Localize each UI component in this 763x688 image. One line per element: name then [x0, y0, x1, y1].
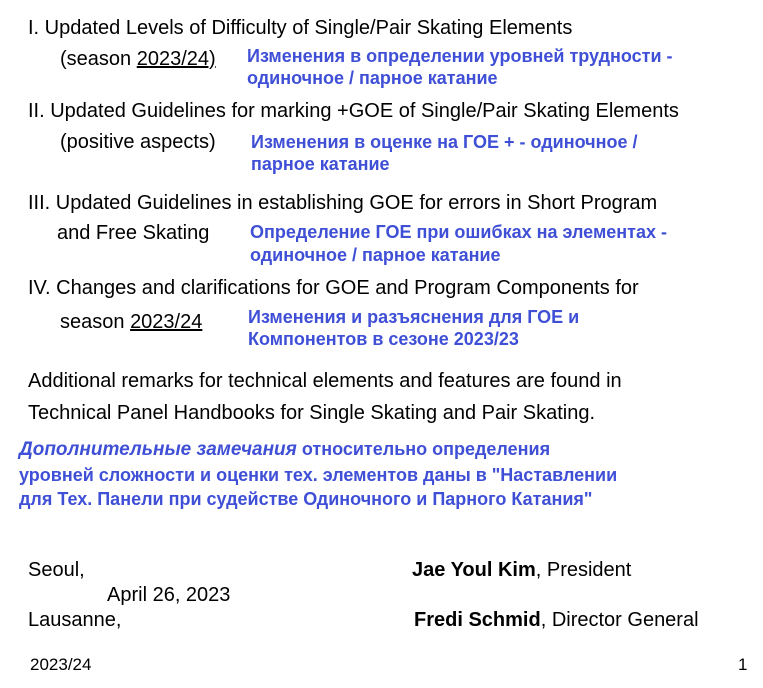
- item-3-ru-line2: одиночное / парное катание: [250, 245, 501, 265]
- item-3-title: III. Updated Guidelines in establishing GOE for errors in Short Program: [28, 192, 658, 214]
- president-role: , President: [535, 559, 632, 581]
- ru-remarks-line1: [19, 439, 550, 460]
- item-1-season-year: 2023/24): [136, 48, 216, 70]
- city-lausanne: Lausanne,: [28, 609, 122, 631]
- item-1-ru-line1: Изменения в определении уровней трудности -: [247, 46, 673, 66]
- item-1-title: I. Updated Levels of Difficulty of Single/Pair Skating Elements: [28, 17, 573, 39]
- item-1-season-prefix: (season: [60, 48, 137, 70]
- item-1-ru-line2: одиночное / парное катание: [247, 68, 498, 88]
- item-4-title: IV. Changes and clarifications for GOE and Program Components for: [28, 277, 639, 299]
- footer-season: 2023/24: [30, 655, 92, 674]
- item-2-title: II. Updated Guidelines for marking +GOE of Single/Pair Skating Elements: [28, 100, 679, 122]
- item-3-subtitle: and Free Skating: [57, 222, 210, 244]
- remarks-line2: Technical Panel Handbooks for Single Skating and Pair Skating.: [28, 402, 596, 424]
- ru-remarks-line3: для Тех. Панели при судействе Одиночного и Парного Катания": [19, 489, 593, 509]
- director-role: , Director General: [540, 609, 699, 631]
- ru-remarks-italic: Дополнительные замечания: [19, 439, 297, 460]
- president-name: Jae Youl Kim: [412, 559, 536, 581]
- item-4-ru-line1: Изменения и разъяснения для ГОЕ и: [248, 307, 580, 327]
- item-1-season: [60, 47, 216, 71]
- item-4-season: [60, 310, 202, 334]
- director-name: Fredi Schmid: [414, 609, 541, 631]
- item-4-season-prefix: season: [60, 311, 131, 333]
- page-number: 1: [738, 655, 748, 674]
- ru-remarks-line1-rest: относительно определения: [296, 439, 551, 459]
- item-3-ru-line1: Определение ГОЕ при ошибках на элементах -: [250, 222, 667, 242]
- item-4-ru-line2: Компонентов в сезоне 2023/23: [248, 329, 519, 349]
- signature-date: April 26, 2023: [107, 584, 231, 606]
- signatory-president: [412, 558, 631, 582]
- item-2-subtitle: (positive aspects): [60, 131, 216, 153]
- city-seoul: Seoul,: [28, 559, 85, 581]
- signatory-director: [414, 608, 699, 632]
- item-2-ru-line1: Изменения в оценке на ГОЕ + - одиночное /: [251, 132, 638, 152]
- item-4-season-year: 2023/24: [130, 311, 203, 333]
- item-2-ru-line2: парное катание: [251, 154, 390, 174]
- remarks-line1: Additional remarks for technical elements and features are found in: [28, 370, 622, 392]
- ru-remarks-line2: уровней сложности и оценки тех. элементов даны в "Наставлении: [19, 465, 618, 485]
